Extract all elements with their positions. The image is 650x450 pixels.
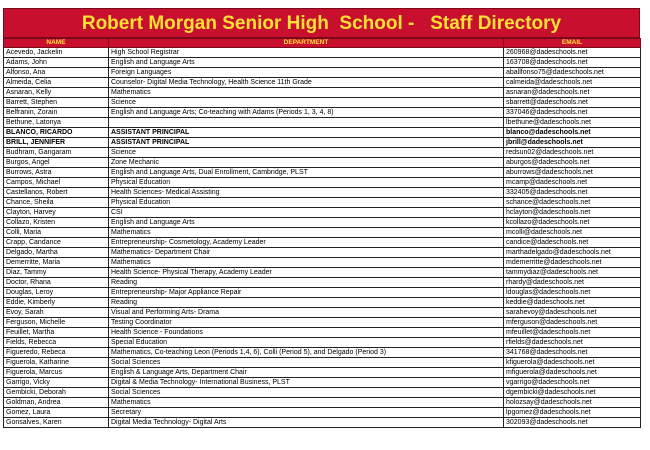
- staff-email-cell[interactable]: holozsay@dadeschools.net: [504, 398, 641, 408]
- staff-email-cell[interactable]: mcamp@dadeschools.net: [504, 178, 641, 188]
- table-row: [4, 78, 641, 88]
- staff-department-cell: Digital Media Technology- Digital Arts: [109, 418, 504, 428]
- table-row: [4, 258, 641, 268]
- staff-name-cell: Delgado, Martha: [4, 248, 109, 258]
- table-row: [4, 208, 641, 218]
- staff-department-cell: Reading: [109, 298, 504, 308]
- table-row: [4, 228, 641, 238]
- staff-email-cell[interactable]: keddie@dadeschools.net: [504, 298, 641, 308]
- staff-name-cell: Ferguson, Michelle: [4, 318, 109, 328]
- staff-name-cell: Bethune, Latonya: [4, 118, 109, 128]
- staff-name-cell: Gonsalves, Karen: [4, 418, 109, 428]
- table-row: [4, 148, 641, 158]
- staff-email-cell[interactable]: lpgomez@dadeschools.net: [504, 408, 641, 418]
- staff-department-cell: English and Language Arts: [109, 58, 504, 68]
- staff-email-cell[interactable]: 163708@dadeschools.net: [504, 58, 641, 68]
- staff-department-cell: Mathematics: [109, 88, 504, 98]
- email-column-header: EMAIL: [504, 39, 641, 48]
- staff-department-cell: Mathematics: [109, 228, 504, 238]
- staff-name-cell: Gembicki, Deborah: [4, 388, 109, 398]
- staff-name-cell: Burgos, Angel: [4, 158, 109, 168]
- staff-name-cell: Alfonso, Ana: [4, 68, 109, 78]
- staff-department-cell: Mathematics- Department Chair: [109, 248, 504, 258]
- staff-email-cell[interactable]: 260968@dadeschools.net: [504, 48, 641, 58]
- staff-name-cell: Garrigo, Vicky: [4, 378, 109, 388]
- staff-name-cell: Diaz, Tammy: [4, 268, 109, 278]
- directory-title: Robert Morgan Senior High School - Staff Directory: [3, 8, 640, 38]
- staff-name-cell: Chance, Sheila: [4, 198, 109, 208]
- staff-name-cell: Goldman, Andrea: [4, 398, 109, 408]
- staff-email-cell[interactable]: lbethune@dadeschools.net: [504, 118, 641, 128]
- staff-email-cell[interactable]: redsun02@dadeschools.net: [504, 148, 641, 158]
- staff-department-cell: Science: [109, 98, 504, 108]
- staff-name-cell: Gomez, Laura: [4, 408, 109, 418]
- staff-department-cell: Social Sciences: [109, 358, 504, 368]
- staff-email-cell[interactable]: asnaran@dadeschools.net: [504, 88, 641, 98]
- staff-name-cell: Crapp, Candance: [4, 238, 109, 248]
- staff-email-cell[interactable]: mdemerritte@dadeschools.net: [504, 258, 641, 268]
- staff-name-cell: Figuerola, Marcus: [4, 368, 109, 378]
- table-row: [4, 368, 641, 378]
- staff-email-cell[interactable]: kcollazo@dadeschools.net: [504, 218, 641, 228]
- staff-email-cell[interactable]: sarahevoy@dadeschools.net: [504, 308, 641, 318]
- staff-table: [3, 38, 641, 428]
- table-row: [4, 138, 641, 148]
- department-column-header: DEPARTMENT: [109, 39, 504, 48]
- staff-department-cell: CSI: [109, 208, 504, 218]
- table-row: [4, 398, 641, 408]
- staff-department-cell: English & Language Arts, Department Chair: [109, 368, 504, 378]
- staff-department-cell: Mathematics: [109, 258, 504, 268]
- staff-department-cell: Health Science - Foundations: [109, 328, 504, 338]
- table-row: [4, 288, 641, 298]
- staff-email-cell[interactable]: rfields@dadeschools.net: [504, 338, 641, 348]
- table-row: [4, 68, 641, 78]
- staff-name-cell: Feuillet, Martha: [4, 328, 109, 338]
- staff-email-cell[interactable]: sbarrett@dadeschools.net: [504, 98, 641, 108]
- staff-department-cell: Mathematics: [109, 398, 504, 408]
- staff-name-cell: Figueredo, Rebeca: [4, 348, 109, 358]
- table-row: [4, 88, 641, 98]
- staff-name-cell: Asnaran, Kelly: [4, 88, 109, 98]
- staff-name-cell: Doctor, Rhana: [4, 278, 109, 288]
- table-row: [4, 408, 641, 418]
- staff-department-cell: [109, 118, 504, 128]
- table-row: [4, 188, 641, 198]
- header-row: [4, 39, 641, 48]
- staff-department-cell: Zone Mechanic: [109, 158, 504, 168]
- staff-email-cell[interactable]: vgarrigo@dadeschools.net: [504, 378, 641, 388]
- staff-email-cell[interactable]: aburgos@dadeschools.net: [504, 158, 641, 168]
- staff-department-cell: Reading: [109, 278, 504, 288]
- staff-department-cell: Counselor- Digital Media Technology, Health Science 11th Grade: [109, 78, 504, 88]
- table-row: [4, 108, 641, 118]
- staff-email-cell[interactable]: mferguson@dadeschools.net: [504, 318, 641, 328]
- staff-name-cell: Castellanos, Robert: [4, 188, 109, 198]
- table-row: [4, 378, 641, 388]
- staff-department-cell: High School Registrar: [109, 48, 504, 58]
- staff-email-cell[interactable]: mcolli@dadeschools.net: [504, 228, 641, 238]
- staff-name-cell: Figuerola, Katharine: [4, 358, 109, 368]
- staff-department-cell: English and Language Arts; Co-teaching with Adams (Periods 1, 3, 4, 8): [109, 108, 504, 118]
- staff-name-cell: Colli, Maria: [4, 228, 109, 238]
- staff-email-cell[interactable]: marthadelgado@dadeschools.net: [504, 248, 641, 258]
- table-row: [4, 218, 641, 228]
- table-row: [4, 118, 641, 128]
- staff-email-cell[interactable]: tammydiaz@dadeschools.net: [504, 268, 641, 278]
- staff-email-cell[interactable]: aballfonso75@dadeschools.net: [504, 68, 641, 78]
- staff-name-cell: Adams, John: [4, 58, 109, 68]
- staff-name-cell: Fields, Rebecca: [4, 338, 109, 348]
- staff-department-cell: Foreign Languages: [109, 68, 504, 78]
- table-row: [4, 328, 641, 338]
- staff-department-cell: English and Language Arts, Dual Enrollment, Cambridge, PLST: [109, 168, 504, 178]
- staff-department-cell: Physical Education: [109, 178, 504, 188]
- table-row: [4, 338, 641, 348]
- staff-email-cell[interactable]: rhardy@dadeschools.net: [504, 278, 641, 288]
- staff-email-cell[interactable]: jbrill@dadeschools.net: [504, 138, 641, 148]
- table-row: [4, 418, 641, 428]
- staff-name-cell: Almeida, Celia: [4, 78, 109, 88]
- staff-department-cell: Digital & Media Technology- International Business, PLST: [109, 378, 504, 388]
- staff-name-cell: Clayton, Harvey: [4, 208, 109, 218]
- table-row: [4, 178, 641, 188]
- staff-name-cell: Demerritte, Maria: [4, 258, 109, 268]
- staff-name-cell: Campos, Michael: [4, 178, 109, 188]
- table-row: [4, 98, 641, 108]
- staff-name-cell: BLANCO, RICARDO: [4, 128, 109, 138]
- table-row: [4, 348, 641, 358]
- staff-name-cell: Evoy, Sarah: [4, 308, 109, 318]
- table-row: [4, 248, 641, 258]
- staff-name-cell: Belfranin, Zorain: [4, 108, 109, 118]
- staff-name-cell: Burrows, Astra: [4, 168, 109, 178]
- table-row: [4, 158, 641, 168]
- staff-department-cell: Secretary: [109, 408, 504, 418]
- table-row: [4, 48, 641, 58]
- staff-email-cell[interactable]: 332405@dadeschools.net: [504, 188, 641, 198]
- staff-name-cell: Barrett, Stephen: [4, 98, 109, 108]
- staff-name-cell: BRILL, JENNIFER: [4, 138, 109, 148]
- staff-email-cell[interactable]: ldouglas@dadeschools.net: [504, 288, 641, 298]
- staff-email-cell[interactable]: mfeuillet@dadeschools.net: [504, 328, 641, 338]
- staff-name-cell: Douglas, Leroy: [4, 288, 109, 298]
- staff-department-cell: Health Sciences- Medical Assisting: [109, 188, 504, 198]
- staff-email-cell[interactable]: 302093@dadeschools.net: [504, 418, 641, 428]
- staff-department-cell: Special Education: [109, 338, 504, 348]
- table-row: [4, 128, 641, 138]
- table-row: [4, 298, 641, 308]
- staff-department-cell: Social Sciences: [109, 388, 504, 398]
- staff-rows: [4, 48, 641, 428]
- staff-department-cell: Mathematics, Co-teaching Leon (Periods 1,4, 6), Colli (Period 5), and Delgado (Period 3): [109, 348, 504, 358]
- staff-email-cell[interactable]: hclayton@dadeschools.net: [504, 208, 641, 218]
- table-row: [4, 388, 641, 398]
- staff-department-cell: Entrepreneurship- Major Appliance Repair: [109, 288, 504, 298]
- staff-department-cell: ASSISTANT PRINCIPAL: [109, 138, 504, 148]
- table-row: [4, 58, 641, 68]
- staff-department-cell: English and Language Arts: [109, 218, 504, 228]
- staff-name-cell: Budhram, Gangaram: [4, 148, 109, 158]
- staff-email-cell[interactable]: mfiguerola@dadeschools.net: [504, 368, 641, 378]
- staff-department-cell: Science: [109, 148, 504, 158]
- staff-department-cell: Visual and Performing Arts- Drama: [109, 308, 504, 318]
- table-row: [4, 198, 641, 208]
- staff-email-cell[interactable]: aburrows@dadeschools.net: [504, 168, 641, 178]
- staff-email-cell[interactable]: candice@dadeschools.net: [504, 238, 641, 248]
- table-row: [4, 268, 641, 278]
- staff-department-cell: Physical Education: [109, 198, 504, 208]
- table-row: [4, 278, 641, 288]
- staff-name-cell: Eddie, Kimberly: [4, 298, 109, 308]
- table-row: [4, 318, 641, 328]
- staff-department-cell: Entrepreneurship- Cosmetology, Academy Leader: [109, 238, 504, 248]
- staff-name-cell: Collazo, Kristen: [4, 218, 109, 228]
- staff-email-cell[interactable]: 341768@dadeschools.net: [504, 348, 641, 358]
- staff-directory-sheet: [3, 8, 640, 428]
- table-row: [4, 238, 641, 248]
- staff-email-cell[interactable]: kfiguerola@dadeschools.net: [504, 358, 641, 368]
- staff-department-cell: ASSISTANT PRINCIPAL: [109, 128, 504, 138]
- staff-email-cell[interactable]: dgembicki@dadeschools.net: [504, 388, 641, 398]
- staff-email-cell[interactable]: blanco@dadeschools.net: [504, 128, 641, 138]
- staff-department-cell: Testing Coordinator: [109, 318, 504, 328]
- staff-department-cell: Health Science- Physical Therapy, Academy Leader: [109, 268, 504, 278]
- staff-email-cell[interactable]: schance@dadeschools.net: [504, 198, 641, 208]
- table-row: [4, 358, 641, 368]
- name-column-header: NAME: [4, 39, 109, 48]
- staff-email-cell[interactable]: 337046@dadeschools.net: [504, 108, 641, 118]
- staff-name-cell: Acevedo, Jackelin: [4, 48, 109, 58]
- table-row: [4, 168, 641, 178]
- staff-email-cell[interactable]: calmeida@dadeschools.net: [504, 78, 641, 88]
- table-row: [4, 308, 641, 318]
